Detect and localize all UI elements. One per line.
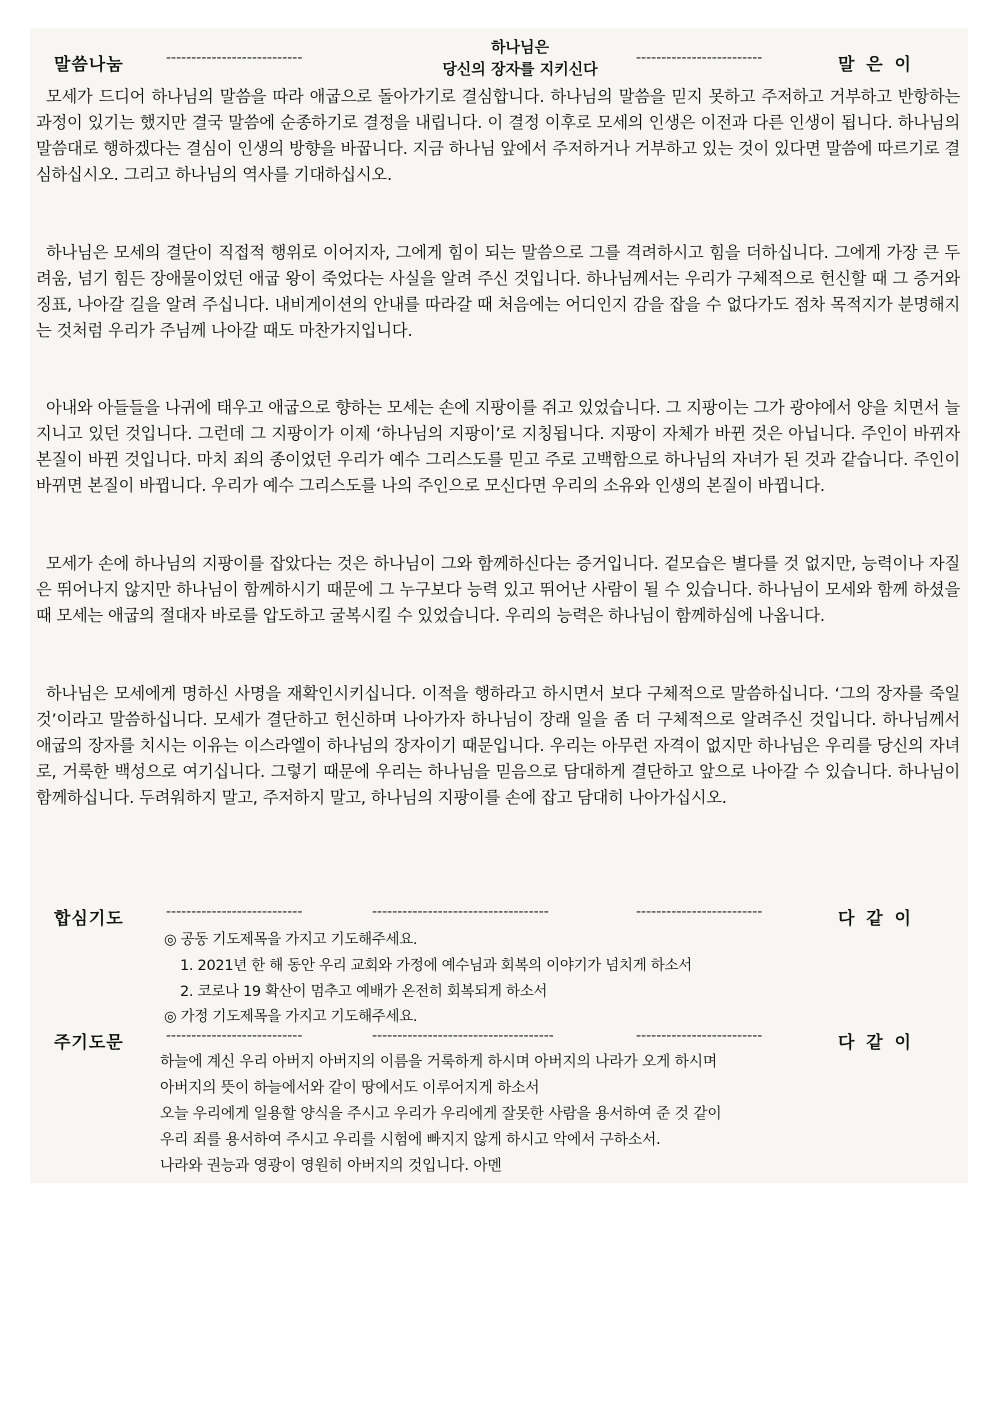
prayer-item: 2. 코로나 19 확산이 멈추고 예배가 온전히 회복되게 하소서 xyxy=(180,984,548,1000)
prayer-line: 우리 죄를 용서하여 주시고 우리를 시험에 빠지지 않게 하시고 악에서 구하소서. xyxy=(160,1131,661,1148)
sermon-header xyxy=(30,36,968,76)
sermon-paragraph: 모세가 손에 하나님의 지팡이를 잡았다는 것은 하나님이 그와 함께하신다는 증거입니다. 겉모습은 별다를 것 없지만, 능력이나 자질은 뛰어나지 않지만 하나님이 함께하시기 때문에 그 누구보다 능력 있고 뛰어난 사람이 될 수 있습니다. 하나님이 모세와 함께 하셨을 때 모세는 애굽의 절대자 바로를 압도하고 굴복시킬 수 있었습니다. 우리의 능력은 하나님이 함께하심에 나옵니다. xyxy=(36,554,960,625)
sermon-paragraph: 아내와 아들들을 나귀에 태우고 애굽으로 향하는 모세는 손에 지팡이를 쥐고 있었습니다. 그 지팡이는 그가 광야에서 양을 치면서 늘 지니고 있던 것입니다. 그런데 그 지팡이가 이제 ‘하나님의 지팡이’로 지칭됩니다. 지팡이 자체가 바뀐 것은 아닙니다. 주인이 바뀌자 본질이 바뀐 것입니다. 마치 죄의 종이었던 우리가 예수 그리스도를 믿고 주로 고백함으로 하나님의 자녀가 된 것과 같습니다. 주인이 바뀌면 본질이 바뀝니다. 우리가 예수 그리스도를 나의 주인으로 모신다면 우리의 소유와 인생의 본질이 바뀝니다. xyxy=(36,398,960,495)
divider-dashes: ------------------------- xyxy=(636,1028,763,1044)
common-prayer-heading: ◎ 공동 기도제목을 가지고 기도해주세요. xyxy=(164,932,418,948)
divider-dashes: --------------------------- xyxy=(166,50,303,66)
section-label-joint-prayer: 합심기도 xyxy=(54,909,124,929)
section-label-lords-prayer: 주기도문 xyxy=(54,1033,124,1053)
divider-dashes: ------------------------------------ xyxy=(372,1028,554,1044)
sermon-paragraph: 하나님은 모세의 결단이 직접적 행위로 이어지자, 그에게 힘이 되는 말씀으로 그를 격려하시고 힘을 더하십니다. 그에게 가장 큰 두려움, 넘기 힘든 장애물이었던 애굽 왕이 죽었다는 사실을 알려 주신 것입니다. 하나님께서는 우리가 구체적으로 헌신할 때 그 증거와 징표, 나아갈 길을 알려 주십니다. 내비게이션의 안내를 따라갈 때 처음에는 어디인지 감을 잡을 수 없다가도 점차 목적지가 분명해지는 것처럼 우리가 주님께 나아갈 때도 마찬가지입니다. xyxy=(36,243,960,340)
prayer-line: 아버지의 뜻이 하늘에서와 같이 땅에서도 이루어지게 하소서 xyxy=(160,1079,540,1096)
prayer-item: 1. 2021년 한 해 동안 우리 교회와 가정에 예수님과 회복의 이야기가 넘치게 하소서 xyxy=(180,958,692,974)
sermon-paragraph: 모세가 드디어 하나님의 말씀을 따라 애굽으로 돌아가기로 결심합니다. 하나님의 말씀을 믿지 못하고 주저하고 거부하고 반항하는 과정이 있기는 했지만 결국 말씀에 순종하기로 결정을 내립니다. 이 결정 이후로 모세의 인생은 이전과 다른 인생이 됩니다. 하나님의 말씀대로 행하겠다는 결심이 인생의 방향을 바꿉니다. 지금 하나님 앞에서 주저하거나 거부하고 있는 것이 있다면 말씀에 따르기로 결심하십시오. 그리고 하나님의 역사를 기대하십시오. xyxy=(36,87,960,184)
divider-dashes: ------------------------- xyxy=(636,50,763,66)
divider-dashes: ------------------------- xyxy=(636,904,763,920)
prayer-line: 나라와 권능과 영광이 영원히 아버지의 것입니다. 아멘 xyxy=(160,1157,502,1174)
participants-label: 다 같 이 xyxy=(838,1033,911,1053)
section-label-sermon: 말씀나눔 xyxy=(54,55,124,75)
prayer-line: 오늘 우리에게 일용할 양식을 주시고 우리가 우리에게 잘못한 사람을 용서하여 준 것 같이 xyxy=(160,1105,722,1122)
sermon-title-line2: 당신의 장자를 지키신다 xyxy=(442,60,598,78)
divider-dashes: ----------------------------------- xyxy=(372,904,549,920)
family-prayer-heading: ◎ 가정 기도제목을 가지고 기도해주세요. xyxy=(164,1009,418,1025)
speaker-label: 말 은 이 xyxy=(838,55,911,75)
sermon-title xyxy=(380,36,660,80)
divider-dashes: --------------------------- xyxy=(166,904,303,920)
participants-label: 다 같 이 xyxy=(838,909,911,929)
prayer-line: 하늘에 계신 우리 아버지 아버지의 이름을 거룩하게 하시며 아버지의 나라가 오게 하시며 xyxy=(160,1053,717,1070)
sermon-paragraph: 하나님은 모세에게 명하신 사명을 재확인시키십니다. 이적을 행하라고 하시면서 보다 구체적으로 말씀하십니다. ‘그의 장자를 죽일 것’이라고 말씀하십니다. 모세가 결단하고 헌신하며 나아가자 하나님이 장래 일을 좀 더 구체적으로 알려주신 것입니다. 하나님께서 애굽의 장자를 치시는 이유는 이스라엘이 하나님의 장자이기 때문입니다. 우리는 아무런 자격이 없지만 하나님은 우리를 당신의 자녀로, 거룩한 백성으로 여기십니다. 그렇기 때문에 우리는 하나님을 믿음으로 담대하게 결단하고 앞으로 나아갈 수 있습니다. 하나님이 함께하십니다. 두려워하지 말고, 주저하지 말고, 하나님의 지팡이를 손에 잡고 담대히 나아가십시오. xyxy=(36,684,960,807)
lords-prayer-text xyxy=(160,1049,840,1179)
sermon-title-line1: 하나님은 xyxy=(491,38,549,56)
divider-dashes: --------------------------- xyxy=(166,1028,303,1044)
